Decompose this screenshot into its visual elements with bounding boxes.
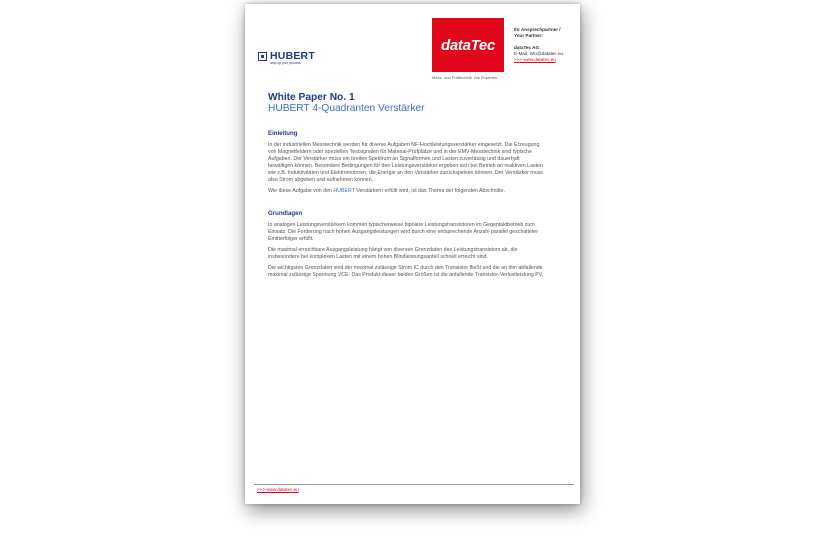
section-heading-grundlagen: Grundlagen — [268, 209, 303, 217]
hubert-highlight: HUBERT — [333, 188, 355, 195]
paragraph: Die maximal erreichbare Ausgangsleistung hängt von diversen Grenzdaten des Leistungstransistors ab, die insbesondere bei komplexen Lasten mit einem hohen Blindleistungsanteil schnell erreicht sind. — [268, 246, 518, 260]
datatec-logo-text: dataTec — [440, 36, 496, 54]
paragraph: In analogen Leistungsverstärkern kommen typischerweise bipolare Leistungstransistoren im Gegentaktbetrieb zum Einsatz. Die Forderung nach hohen Ausgangsleistungen wird durch eine entsprechende Anzahl parallel geschalteter Emitterfolger erfüllt. — [268, 221, 538, 243]
hubert-logo-name: HUBERT — [270, 50, 315, 62]
document-page — [245, 4, 580, 504]
paragraph: Wie diese Aufgabe von den HUBERT Verstärkern erfüllt wird, ist das Thema der folgenden Abschnitte. — [268, 188, 505, 195]
footer-divider — [254, 484, 574, 485]
contact-heading: Ihr Ansprechpartner / — [514, 27, 561, 32]
contact-web-link[interactable]: >>> www.datatec.eu — [514, 57, 556, 62]
title-block — [268, 92, 568, 114]
contact-company: dataTec AG — [514, 45, 540, 50]
footer-web-link[interactable]: >>> www.datatec.eu — [257, 487, 299, 492]
document-title: White Paper No. 1 — [268, 92, 355, 103]
hubert-logo — [258, 51, 315, 65]
hubert-logo-icon — [258, 52, 267, 61]
datatec-claim: Mess- und Prüftechnik. Die Experten. — [432, 75, 499, 80]
section-heading-einleitung: Einleitung — [268, 130, 298, 137]
contact-email[interactable]: E-Mail: info@datatec.eu — [514, 51, 564, 56]
paragraph: In der industriellen Messtechnik werden für diverse Aufgaben NF-Hochleistungsverstärker eingesetzt. Die Erzeugung von Magnetfeldern oder speziellen Testsignalen für Material-Prüfplätze und in der EMV-Messtechnik sind typische Aufgaben. Der Verstärker muss ein breites Spektrum an Signalformen und Lasten zuverlässig und dauerhaft bewältigen können. Besondere Bedingungen für den Leistungsverstärker ergeben sich bei Betrieb an reaktiven Lasten wie z.B. Induktivitäten und Elektromotoren, die Energie an den Verstärker zurückspeisen können. Der Verstärker muss also Strom abgeben und aufnehmen können. — [268, 142, 543, 184]
datatec-logo — [432, 18, 504, 72]
contact-heading-en: Your Partner: — [514, 33, 544, 38]
paragraph: Die wichtigsten Grenzdaten sind der maximal zulässige Strom IC durch den Transistor fließt und die an ihm abfallende maximal zulässige Spannung VCE. Das Produkt dieser beiden Größen ist die anfallende Transistor-Verlustleistung PV. — [268, 264, 544, 278]
contact-block — [514, 27, 578, 63]
hubert-logo-tagline: amp up your process — [270, 61, 301, 65]
document-body — [268, 130, 546, 282]
document-subtitle: HUBERT 4-Quadranten Verstärker — [268, 103, 425, 114]
